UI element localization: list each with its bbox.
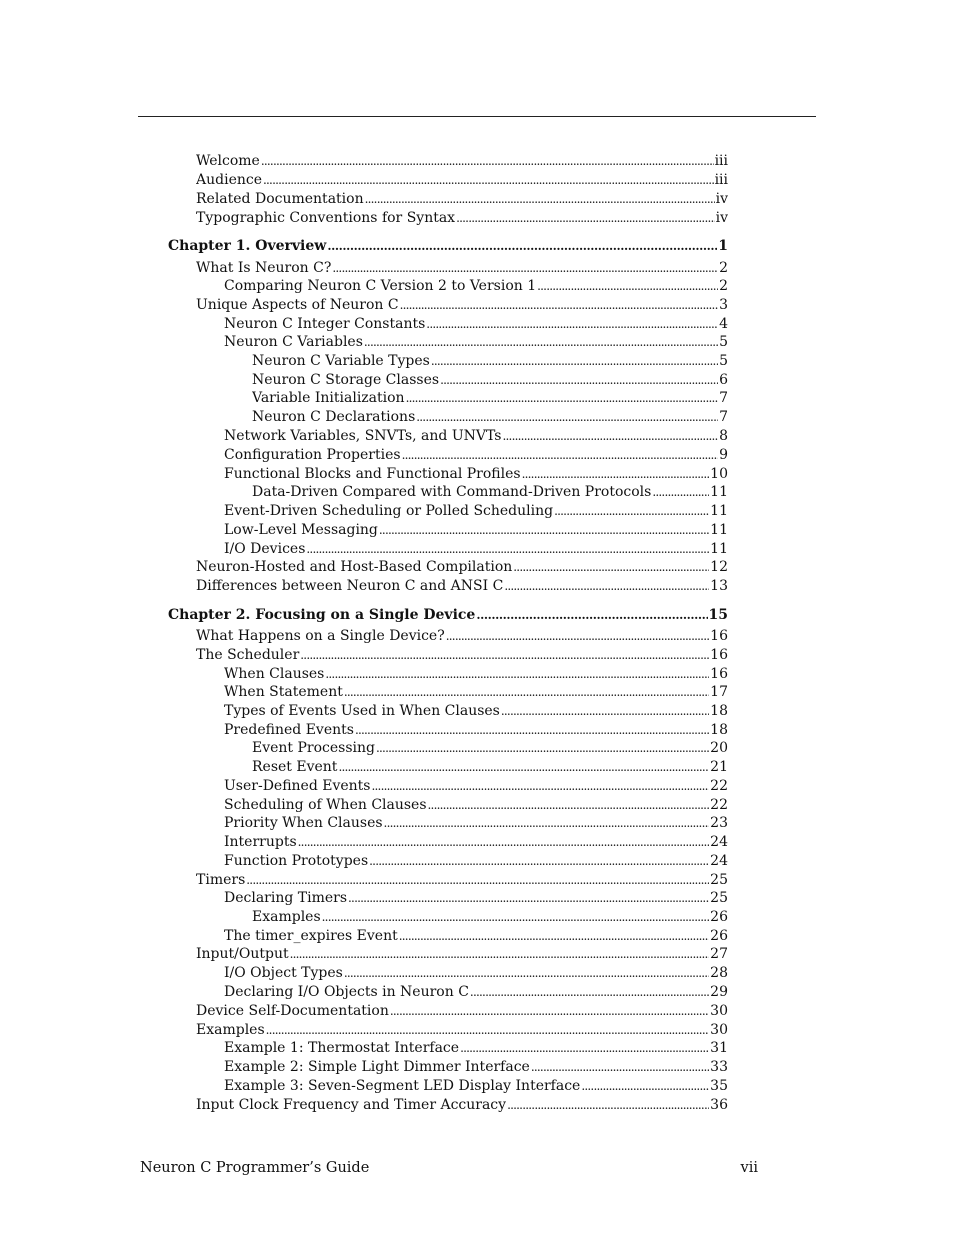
toc-entry[interactable]	[252, 758, 728, 776]
toc-entry-title: Reset Event	[252, 759, 338, 775]
toc-entry-page: 31	[710, 1040, 728, 1056]
toc-entry-title: Related Documentation	[196, 191, 364, 207]
toc-entry-page: 25	[710, 872, 728, 888]
toc-entry[interactable]	[224, 1077, 728, 1095]
toc-entry[interactable]	[224, 833, 728, 851]
toc-entry-page: 1	[718, 238, 728, 254]
toc-entry-page: 24	[710, 853, 728, 869]
toc-entry[interactable]	[224, 852, 728, 870]
toc-entry-title: I/O Object Types	[224, 965, 343, 981]
toc-leader-dots	[322, 908, 710, 926]
toc-leader-dots	[390, 1002, 709, 1020]
toc-leader-dots	[298, 833, 710, 851]
toc-entry-page: 18	[710, 722, 728, 738]
toc-entry-page: 15	[708, 607, 728, 623]
toc-leader-dots	[348, 889, 709, 907]
toc-entry-title: Event-Driven Scheduling or Polled Scheduling	[224, 503, 554, 519]
toc-entry-page: 11	[710, 503, 728, 519]
toc-entry-page: 22	[710, 797, 728, 813]
toc-leader-dots	[652, 483, 709, 501]
toc-leader-dots	[344, 683, 709, 701]
toc-leader-dots	[376, 739, 709, 757]
toc-entry-page: 29	[710, 984, 728, 1000]
toc-entry-title: Device Self-Documentation	[196, 1003, 389, 1019]
toc-entry-page: 36	[710, 1097, 728, 1113]
toc-entry[interactable]	[224, 665, 728, 683]
toc-entry-page: iv	[715, 210, 728, 226]
toc-entry-page: 3	[719, 297, 728, 313]
toc-entry-title: Audience	[196, 172, 262, 188]
toc-entry-page: 10	[710, 466, 728, 482]
toc-entry[interactable]	[224, 277, 728, 295]
toc-entry-page: 28	[710, 965, 728, 981]
toc-leader-dots	[332, 259, 718, 277]
toc-entry-page: 2	[719, 260, 728, 276]
toc-entry-page: 27	[710, 946, 728, 962]
toc-entry-page: 35	[710, 1078, 728, 1094]
toc-chapter-entry[interactable]	[168, 237, 728, 255]
toc-entry-page: iii	[714, 172, 728, 188]
toc-entry-page: 7	[719, 390, 728, 406]
toc-leader-dots	[507, 1096, 709, 1114]
toc-entry[interactable]	[224, 1058, 728, 1076]
toc-entry-title: Typographic Conventions for Syntax	[196, 210, 456, 226]
toc-entry-page: 17	[710, 684, 728, 700]
toc-leader-dots	[504, 577, 709, 595]
toc-entry[interactable]	[224, 702, 728, 720]
toc-entry-title: Input/Output	[196, 946, 289, 962]
toc-entry[interactable]	[224, 315, 728, 333]
toc-entry-page: 11	[710, 522, 728, 538]
toc-entry-title: Input Clock Frequency and Timer Accuracy	[196, 1097, 507, 1113]
toc-entry-page: 5	[719, 353, 728, 369]
toc-leader-dots	[428, 796, 710, 814]
toc-entry-page: 9	[719, 447, 728, 463]
toc-entry-title: Event Processing	[252, 740, 375, 756]
footer-book-title: Neuron C Programmer’s Guide	[140, 1160, 370, 1176]
toc-entry-page: 13	[710, 578, 728, 594]
toc-entry-title: Priority When Clauses	[224, 815, 383, 831]
toc-entry-title: The timer_expires Event	[224, 928, 398, 944]
toc-entry-page: 21	[710, 759, 728, 775]
toc-entry-page: 4	[719, 316, 728, 332]
toc-entry[interactable]	[196, 945, 728, 963]
toc-entry-title: Unique Aspects of Neuron C	[196, 297, 399, 313]
toc-entry-page: 11	[710, 484, 728, 500]
toc-leader-dots	[261, 152, 714, 170]
toc-entry[interactable]	[196, 1096, 728, 1114]
toc-entry[interactable]	[224, 540, 728, 558]
toc-entry-page: 8	[719, 428, 728, 444]
toc-entry[interactable]	[252, 739, 728, 757]
toc-entry-page: 12	[710, 559, 728, 575]
toc-entry-title: Low-Level Messaging	[224, 522, 378, 538]
toc-entry[interactable]	[224, 502, 728, 520]
toc-entry-page: 5	[719, 334, 728, 350]
toc-leader-dots	[338, 758, 709, 776]
toc-entry[interactable]	[224, 721, 728, 739]
toc-leader-dots	[327, 237, 717, 255]
toc-leader-dots	[365, 190, 715, 208]
toc-entry-title: Timers	[196, 872, 246, 888]
toc-entry[interactable]	[252, 371, 728, 389]
toc-entry-page: 16	[710, 647, 728, 663]
toc-leader-dots	[325, 665, 709, 683]
toc-entry[interactable]	[196, 1002, 728, 1020]
toc-entry-title: Example 2: Simple Light Dimmer Interface	[224, 1059, 530, 1075]
toc-entry-page: 11	[710, 541, 728, 557]
toc-leader-dots	[446, 627, 709, 645]
toc-entry-title: Neuron C Integer Constants	[224, 316, 426, 332]
toc-leader-dots	[470, 983, 709, 1001]
toc-leader-dots	[513, 558, 709, 576]
toc-entry-title: Neuron-Hosted and Host-Based Compilation	[196, 559, 513, 575]
toc-leader-dots	[246, 871, 709, 889]
toc-entry[interactable]	[196, 152, 728, 170]
toc-entry-title: Types of Events Used in When Clauses	[224, 703, 500, 719]
toc-entry-page: 7	[719, 409, 728, 425]
toc-entry[interactable]	[224, 796, 728, 814]
toc-entry-title: Example 1: Thermostat Interface	[224, 1040, 460, 1056]
toc-entry-title: Neuron C Variable Types	[252, 353, 430, 369]
toc-entry-title: Scheduling of When Clauses	[224, 797, 427, 813]
toc-entry-page: 2	[719, 278, 728, 294]
toc-leader-dots	[379, 521, 709, 539]
toc-entry-title: Function Prototypes	[224, 853, 369, 869]
toc-leader-dots	[263, 171, 714, 189]
toc-entry-title: Network Variables, SNVTs, and UNVTs	[224, 428, 502, 444]
toc-entry-title: Examples	[252, 909, 321, 925]
toc-entry[interactable]	[252, 389, 728, 407]
toc-entry[interactable]	[224, 814, 728, 832]
toc-entry-page: 25	[710, 890, 728, 906]
toc-entry[interactable]	[196, 646, 728, 664]
toc-leader-dots	[399, 927, 709, 945]
toc-leader-dots	[406, 389, 719, 407]
toc-entry[interactable]	[196, 190, 728, 208]
toc-leader-dots	[290, 945, 710, 963]
toc-entry-page: 26	[710, 909, 728, 925]
toc-leader-dots	[503, 427, 719, 445]
toc-entry-title: Welcome	[196, 153, 260, 169]
toc-entry-title: User-Defined Events	[224, 778, 371, 794]
toc-leader-dots	[460, 1039, 709, 1057]
toc-entry-page: 30	[710, 1022, 728, 1038]
toc-entry[interactable]	[196, 558, 728, 576]
toc-entry[interactable]	[224, 964, 728, 982]
toc-entry-title: The Scheduler	[196, 647, 300, 663]
toc-entry[interactable]	[224, 927, 728, 945]
toc-leader-dots	[537, 277, 718, 295]
toc-entry[interactable]	[224, 889, 728, 907]
toc-entry-title: Data-Driven Compared with Command-Driven Protocols	[252, 484, 652, 500]
toc-entry-title: What Is Neuron C?	[196, 260, 332, 276]
toc-entry-title: Declaring Timers	[224, 890, 348, 906]
toc-leader-dots	[522, 465, 710, 483]
toc-entry[interactable]	[252, 908, 728, 926]
toc-leader-dots	[426, 315, 718, 333]
toc-leader-dots	[372, 777, 710, 795]
toc-entry[interactable]	[196, 259, 728, 277]
toc-leader-dots	[364, 333, 718, 351]
toc-entry-title: When Statement	[224, 684, 343, 700]
toc-entry-title: Comparing Neuron C Version 2 to Version 1	[224, 278, 537, 294]
toc-leader-dots	[369, 852, 709, 870]
toc-entry[interactable]	[224, 446, 728, 464]
toc-entry-title: Declaring I/O Objects in Neuron C	[224, 984, 469, 1000]
toc-leader-dots	[431, 352, 718, 370]
toc-entry[interactable]	[224, 333, 728, 351]
toc-leader-dots	[355, 721, 709, 739]
toc-entry-title: Predefined Events	[224, 722, 354, 738]
toc-entry[interactable]	[196, 296, 728, 314]
toc-entry-title: Configuration Properties	[224, 447, 401, 463]
toc-entry-page: 33	[710, 1059, 728, 1075]
toc-entry[interactable]	[224, 427, 728, 445]
footer-page-number: vii	[740, 1160, 758, 1176]
toc-entry-title: Differences between Neuron C and ANSI C	[196, 578, 504, 594]
toc-entry-page: 26	[710, 928, 728, 944]
toc-leader-dots	[402, 446, 719, 464]
toc-leader-dots	[300, 646, 709, 664]
toc-leader-dots	[400, 296, 719, 314]
toc-entry-title: What Happens on a Single Device?	[196, 628, 445, 644]
toc-entry-page: 24	[710, 834, 728, 850]
toc-entry-page: 23	[710, 815, 728, 831]
toc-entry-title: Chapter 1. Overview	[168, 238, 327, 254]
toc-entry-title: Variable Initialization	[252, 390, 405, 406]
toc-entry-title: Neuron C Variables	[224, 334, 363, 350]
toc-entry-page: 16	[710, 666, 728, 682]
toc-entry[interactable]	[224, 521, 728, 539]
toc-entry-page: 18	[710, 703, 728, 719]
toc-leader-dots	[456, 209, 715, 227]
toc-entry-page: 20	[710, 740, 728, 756]
toc-entry-page: 6	[719, 372, 728, 388]
toc-leader-dots	[554, 502, 709, 520]
toc-leader-dots	[416, 408, 718, 426]
toc-entry[interactable]	[252, 408, 728, 426]
toc-leader-dots	[344, 964, 709, 982]
toc-entry[interactable]	[196, 871, 728, 889]
toc-leader-dots	[581, 1077, 709, 1095]
toc-entry[interactable]	[224, 1039, 728, 1057]
toc-leader-dots	[306, 540, 709, 558]
toc-entry-page: iii	[714, 153, 728, 169]
toc-entry[interactable]	[224, 777, 728, 795]
toc-entry[interactable]	[224, 465, 728, 483]
toc-entry-page: 16	[710, 628, 728, 644]
toc-leader-dots	[384, 814, 710, 832]
toc-leader-dots	[531, 1058, 709, 1076]
toc-entry-page: iv	[715, 191, 728, 207]
toc-entry[interactable]	[196, 627, 728, 645]
toc-entry[interactable]	[252, 483, 728, 501]
toc-entry-title: Neuron C Declarations	[252, 409, 416, 425]
toc-entry-title: Neuron C Storage Classes	[252, 372, 440, 388]
toc-entry-title: I/O Devices	[224, 541, 306, 557]
toc-entry-title: Example 3: Seven-Segment LED Display Interface	[224, 1078, 581, 1094]
toc-entry-page: 22	[710, 778, 728, 794]
toc-leader-dots	[266, 1021, 710, 1039]
toc-entry-title: Chapter 2. Focusing on a Single Device	[168, 607, 476, 623]
toc-leader-dots	[501, 702, 709, 720]
toc-leader-dots	[440, 371, 718, 389]
toc-entry[interactable]	[252, 352, 728, 370]
toc-entry[interactable]	[196, 171, 728, 189]
toc-entry[interactable]	[224, 983, 728, 1001]
toc-entry-title: Examples	[196, 1022, 265, 1038]
toc-entry[interactable]	[224, 683, 728, 701]
toc-entry[interactable]	[196, 1021, 728, 1039]
toc-entry[interactable]	[196, 209, 728, 227]
toc-leader-dots	[476, 606, 707, 624]
toc-entry-page: 30	[710, 1003, 728, 1019]
toc-entry-title: Functional Blocks and Functional Profiles	[224, 466, 521, 482]
toc-entry[interactable]	[196, 577, 728, 595]
toc-entry-title: Interrupts	[224, 834, 297, 850]
toc-chapter-entry[interactable]	[168, 606, 728, 624]
toc-entry-title: When Clauses	[224, 666, 325, 682]
